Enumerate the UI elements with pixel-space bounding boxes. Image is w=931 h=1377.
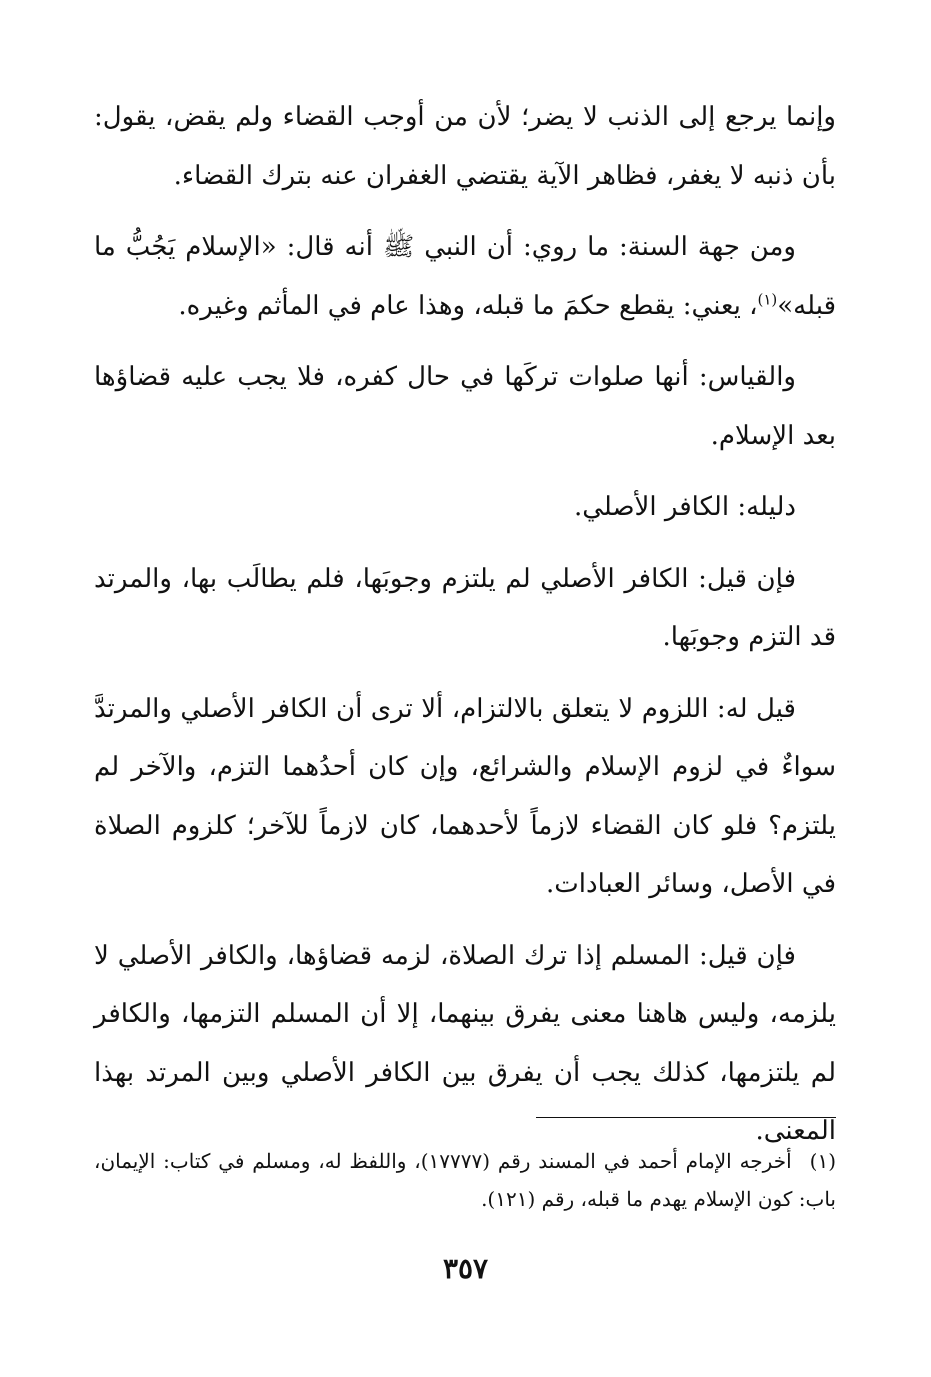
page-number: ٣٥٧ [442,1252,489,1285]
footnote-text: أخرجه الإمام أحمد في المسند رقم (١٧٧٧٧)، واللفظ له، ومسلم في كتاب: الإيمان، باب: كون الإسلام يهدم ما قبله، رقم (١٢١). [94,1149,836,1211]
footnote-entry [94,1142,836,1218]
paragraph-2 [94,218,836,335]
footnote-number: (١) [809,1149,836,1173]
paragraph-6: قيل له: اللزوم لا يتعلق بالالتزام، ألا ترى أن الكافر الأصلي والمرتدَّ سواءٌ في لزوم الإسلام والشرائع، وإن كان أحدُهما التزم، والآخر لم يلتزم؟ فلو كان القضاء لازماً لأحدهما، كان لازماً للآخر؛ كلزوم الصلاة في الأصل، وسائر العبادات. [94,693,836,899]
paragraph-2-end: ، يعني: يقطع حكمَ ما قبله، وهذا عام في المأثم وغيره. [178,290,758,321]
paragraph-2-start: ومن جهة السنة: ما روي: أن النبي ﷺ أنه قال: «الإسلام يَجُبُّ ما قبله» [94,232,836,321]
footnote-reference[interactable]: (١) [757,289,778,308]
paragraph-4: دليله: الكافر الأصلي. [573,492,796,522]
paragraph-5: فإن قيل: الكافر الأصلي لم يلتزم وجوبَها، فلم يطالَب بها، والمرتد قد التزم وجوبَها. [94,563,836,652]
footnote-separator [536,1117,836,1118]
paragraph-3: والقياس: أنها صلوات تركَها في حال كفره، فلا يجب عليه قضاؤها بعد الإسلام. [94,362,836,451]
main-text [94,88,836,1174]
footnote [94,1142,836,1218]
paragraph-1: وإنما يرجع إلى الذنب لا يضر؛ لأن من أوجب القضاء ولم يقض، يقول: بأن ذنبه لا يغفر، فظاهر الآية يقتضي الغفران عنه بترك القضاء. [94,102,836,191]
paragraph-7: فإن قيل: المسلم إذا ترك الصلاة، لزمه قضاؤها، والكافر الأصلي لا يلزمه، وليس هاهنا معنى يفرق بينهما، إلا أن المسلم التزمها، والكافر لم يلتزمها، كذلك يجب أن يفرق بين الكافر الأصلي وبين المرتد بهذا المعنى. [94,940,836,1146]
